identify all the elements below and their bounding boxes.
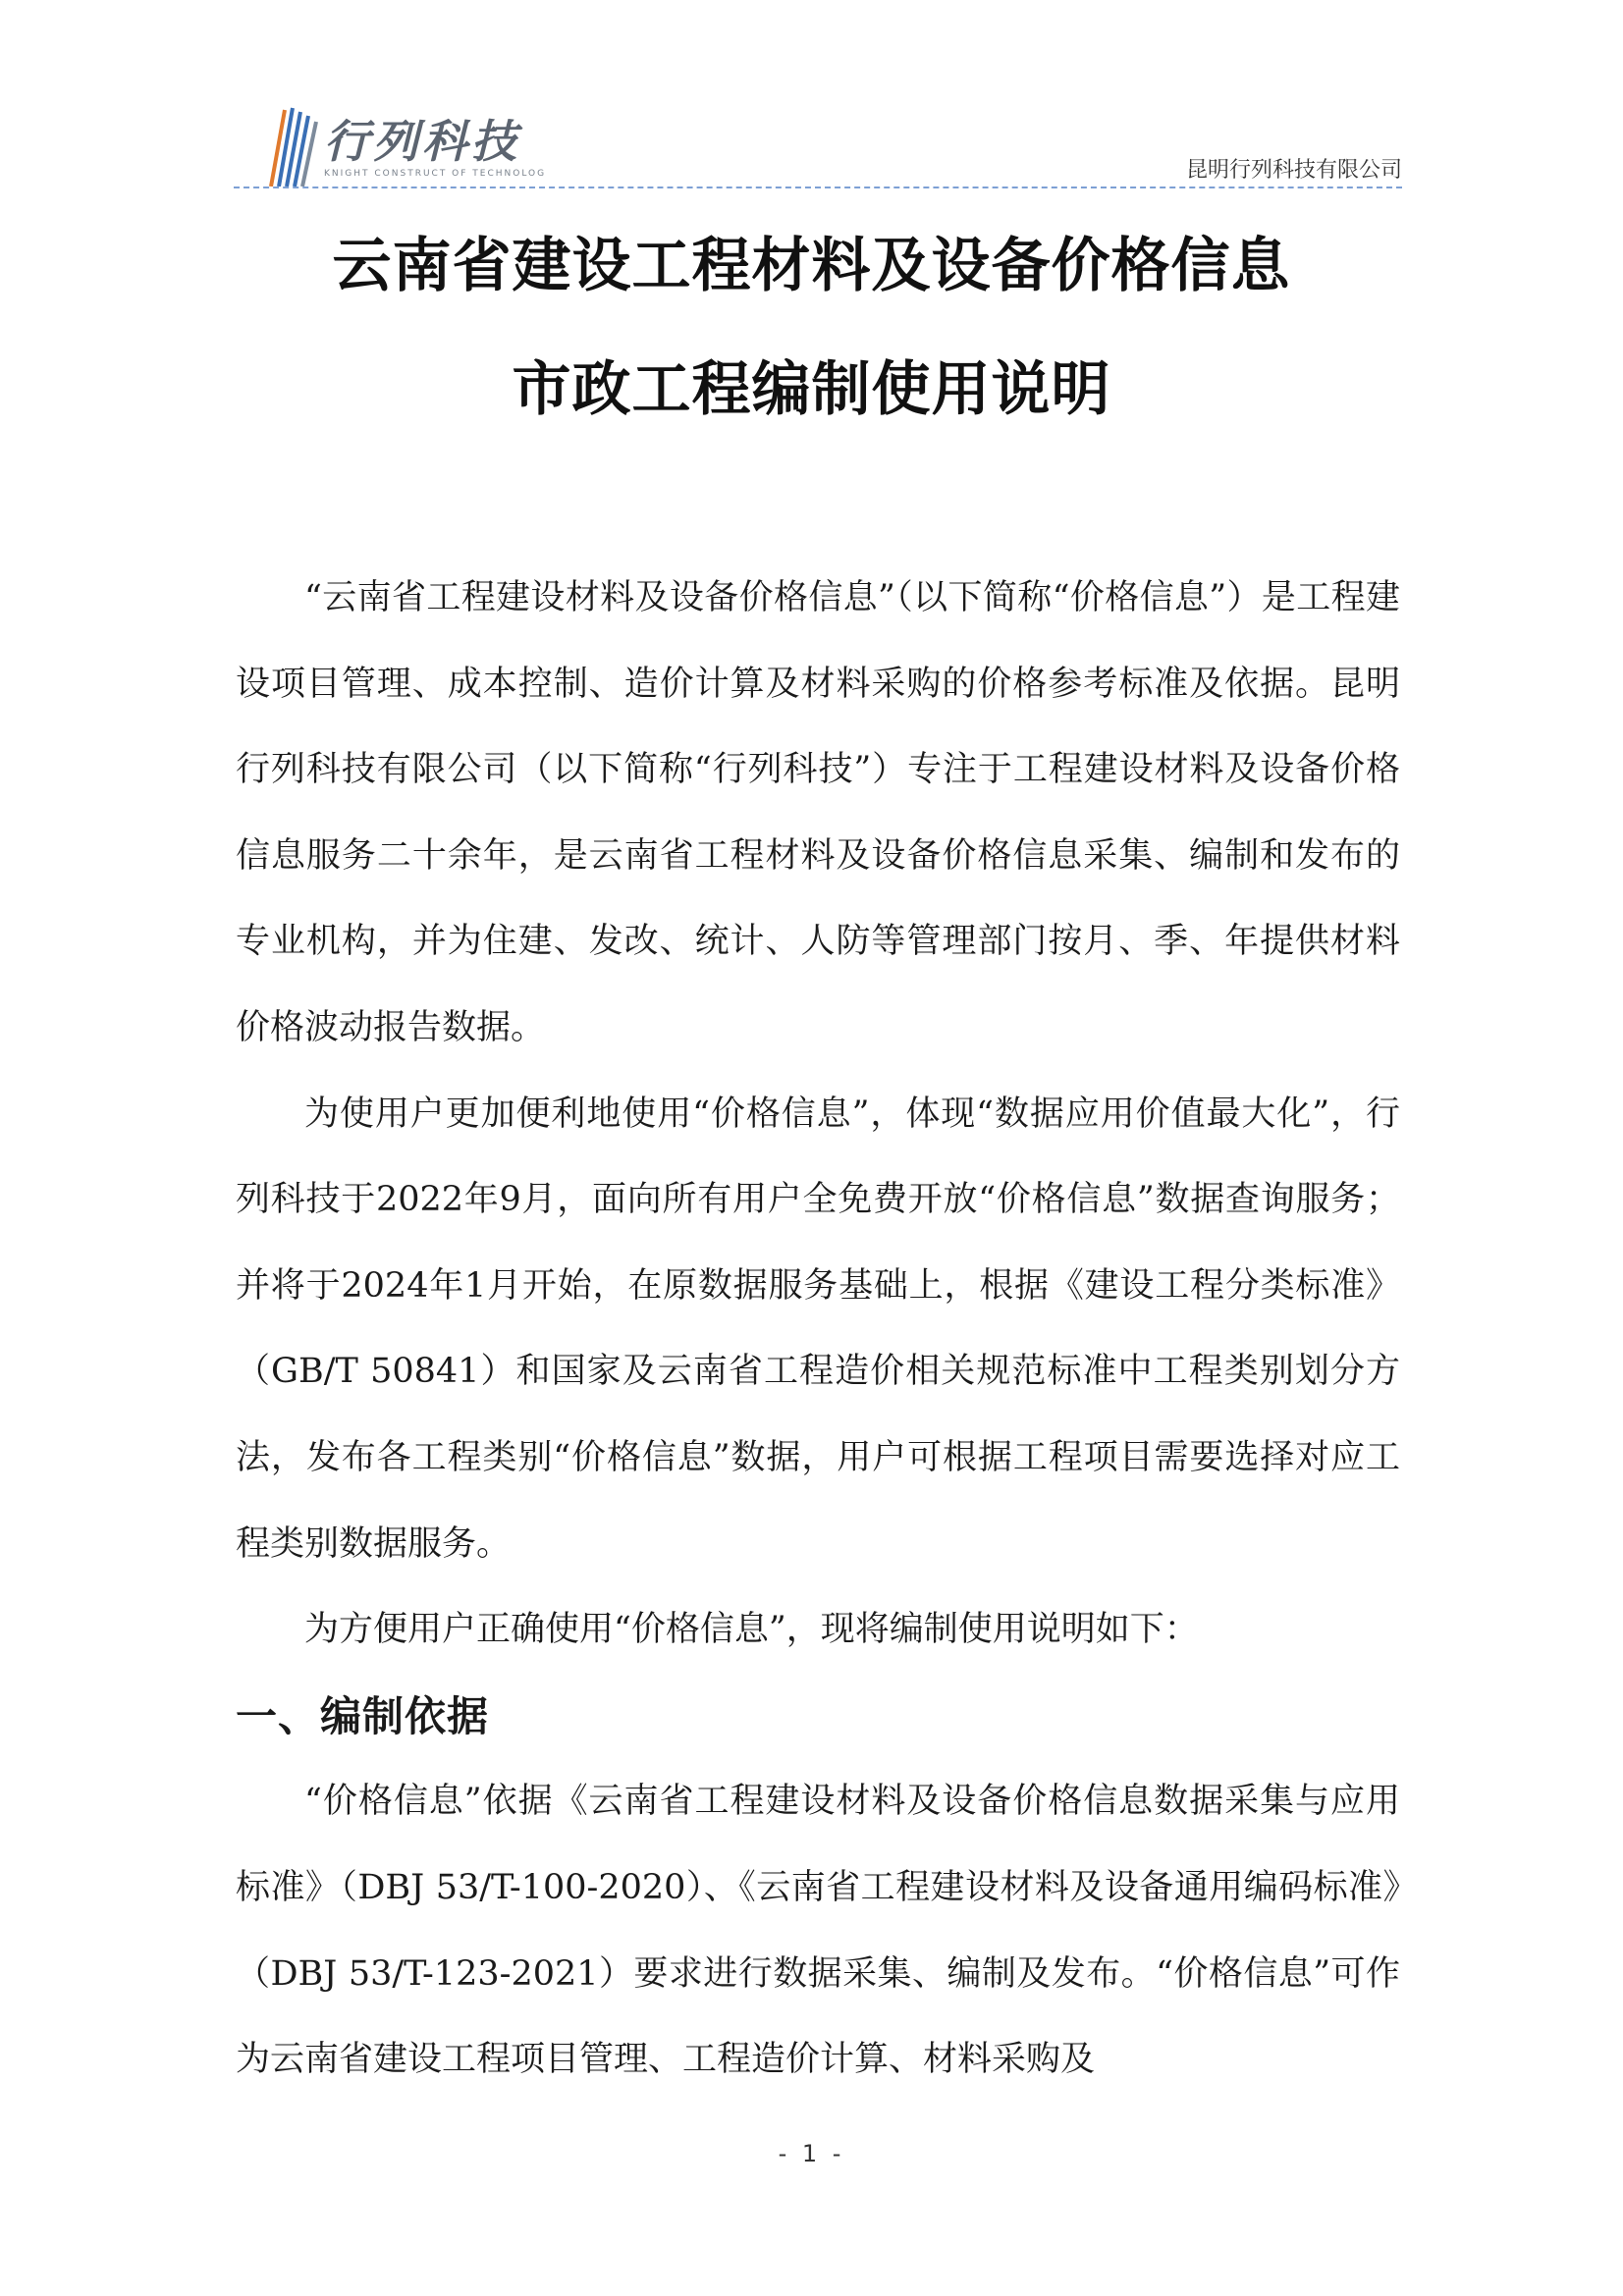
company-logo [242, 104, 752, 187]
paragraph-service: 为使用户更加便利地使用“价格信息”，体现“数据应用价值最大化”，行列科技于2022年9月，面向所有用户全免费开放“价格信息”数据查询服务；并将于2024年1月开始，在原数据服务基础上，根据《建设工程分类标准》（GB/T 50841）和国家及云南省工程造价相关规范标准中工程类别划分方法，发布各工程类别“价格信息”数据，用户可根据工程项目需要选择对应工程类别数据服务。 [236, 1094, 1400, 1564]
document-title-line-1: 云南省建设工程材料及设备价格信息 [332, 232, 1291, 300]
section-heading-basis: 一、编制依据 [236, 1691, 490, 1740]
logo-subtext: KNIGHT CONSTRUCT OF TECHNOLOG [324, 169, 547, 179]
logo-stripes-icon [242, 104, 320, 187]
header-divider [234, 187, 1402, 188]
document-title-line-2: 市政工程编制使用说明 [512, 355, 1111, 424]
header-company-name: 昆明行列科技有限公司 [1185, 158, 1402, 183]
page-number: - 1 - [778, 2140, 845, 2167]
page-header [234, 98, 1402, 188]
paragraph-intro: “云南省工程建设材料及设备价格信息”（以下简称“价格信息”）是工程建设项目管理、成本控制、造价计算及材料采购的价格参考标准及依据。昆明行列科技有限公司（以下简称“行列科技”）专注于工程建设材料及设备价格信息服务二十余年，是云南省工程材料及设备价格信息采集、编制和发布的专业机构，并为住建、发改、统计、人防等管理部门按月、季、年提供材料价格波动报告数据。 [236, 578, 1400, 1047]
document-body [236, 556, 1400, 2104]
paragraph-usage-note: 为方便用户正确使用“价格信息”，现将编制使用说明如下： [304, 1610, 1199, 1650]
logo-text: 行列科技 [324, 115, 520, 168]
paragraph-basis: “价格信息”依据《云南省工程建设材料及设备价格信息数据采集与应用标准》（DBJ 53/T-100-2020）、《云南省工程建设材料及设备通用编码标准》（DBJ 53/T-123-2021）要求进行数据采集、编制及发布。“价格信息”可作为云南省建设工程项目管理、工程造价计算、材料采购及 [236, 1782, 1400, 2080]
